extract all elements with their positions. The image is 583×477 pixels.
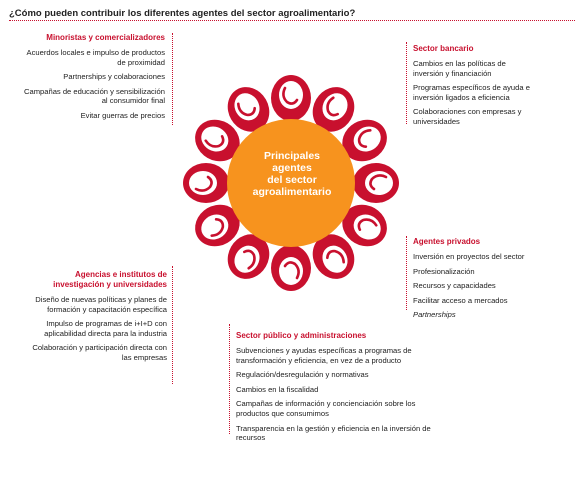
list-item: Recursos y capacidades xyxy=(413,281,496,291)
list-item: Regulación/desregulación y normativas xyxy=(236,370,369,380)
list-item: Acuerdos locales e impulso de productos de proximidad xyxy=(26,48,165,67)
list-item: Diseño de nuevas políticas y planes de formación y capacitación específica xyxy=(35,295,167,314)
petal xyxy=(353,163,399,203)
block-agencias xyxy=(22,270,167,368)
list-item: Colaboraciones con empresas y universidades xyxy=(413,107,522,126)
list-item: Campañas de información y concienciación sobre los productos que consumimos xyxy=(236,399,416,418)
list-item: Impulso de programas de i+I+D con aplicabilidad directa para la industria xyxy=(44,319,167,338)
petal xyxy=(183,163,229,203)
list-item: Profesionalización xyxy=(413,266,475,276)
list-item: Evitar guerras de precios xyxy=(80,110,165,120)
block-list xyxy=(413,252,573,320)
divider-bancario xyxy=(406,42,407,124)
center-line-1: Principales xyxy=(263,150,321,162)
list-item: Programas específicos de ayuda e inversión ligados a eficiencia xyxy=(413,83,530,102)
block-list xyxy=(22,295,167,363)
center-line-3: del sector xyxy=(267,174,317,186)
block-heading: Agencias e institutos de investigación y universidades xyxy=(53,270,167,289)
center-line-4: agroalimentario xyxy=(252,186,332,198)
list-item: Cambios en la fiscalidad xyxy=(236,384,319,394)
block-minoristas xyxy=(22,33,165,126)
list-item: Partnerships xyxy=(413,310,456,320)
divider-minoristas xyxy=(172,33,173,125)
list-item: Inversión en proyectos del sector xyxy=(413,252,525,261)
list-item: Colaboración y participación directa con las empresas xyxy=(32,343,167,362)
block-list xyxy=(236,346,432,443)
block-heading: Sector público y administraciones xyxy=(236,331,367,340)
center-label xyxy=(240,150,344,198)
diagram-title: ¿Cómo pueden contribuir los diferentes agentes del sector agroalimentario? xyxy=(9,8,356,19)
block-privados xyxy=(413,237,573,325)
list-item: Subvenciones y ayudas específicas a programas de transformación y eficiencia, en vez de a producto xyxy=(236,346,412,365)
block-list xyxy=(413,59,538,127)
divider-agencias xyxy=(172,266,173,384)
block-heading: Sector bancario xyxy=(413,44,474,53)
divider-publico xyxy=(229,324,230,434)
block-publico xyxy=(236,331,432,448)
petal xyxy=(271,245,311,291)
divider-privados xyxy=(406,236,407,310)
list-item: Campañas de educación y sensibilización al consumidor final xyxy=(24,86,165,106)
block-bancario xyxy=(413,44,538,132)
center-line-2: agentes xyxy=(272,162,312,174)
block-heading: Agentes privados xyxy=(413,237,481,246)
list-item: Cambios en las políticas de inversión y financiación xyxy=(413,59,506,78)
list-item: Transparencia en la gestión y eficiencia en la inversión de recursos xyxy=(236,423,431,443)
block-list xyxy=(22,48,165,121)
block-heading: Minoristas y comercializadores xyxy=(46,33,165,42)
petal xyxy=(271,75,311,121)
list-item: Facilitar acceso a mercados xyxy=(413,295,508,305)
list-item: Partnerships y colaboraciones xyxy=(63,72,165,82)
